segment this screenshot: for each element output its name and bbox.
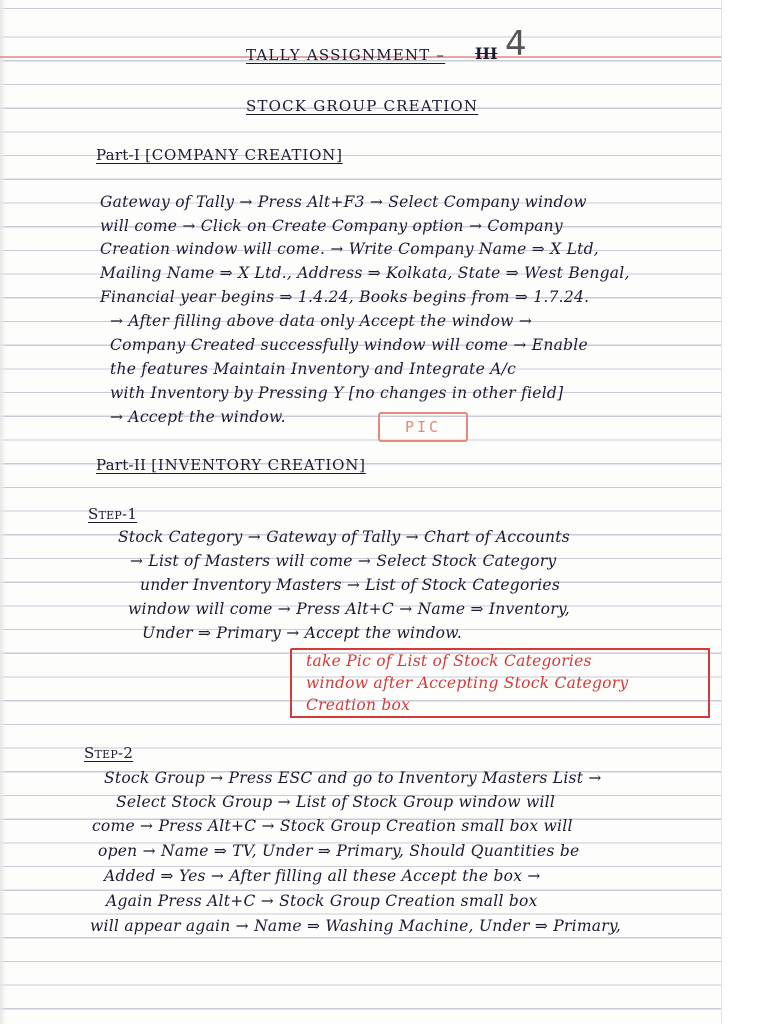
part1-label: Part-I (96, 146, 141, 164)
red-note-line: Creation box (306, 696, 411, 714)
part1-bracket: [COMPANY CREATION] (145, 146, 343, 164)
assignment-roman-numeral: III (475, 44, 498, 63)
step2-line: Added ⇒ Yes → After filling all these Accept the box → (104, 867, 541, 885)
part1-heading (96, 145, 343, 165)
part1-line: the features Maintain Inventory and Integrate A/c (110, 360, 517, 378)
step2-line: open → Name ⇒ TV, Under ⇒ Primary, Should Quantities be (98, 842, 580, 860)
part2-label: Part-II (96, 456, 147, 474)
step2-label: Step-2 (84, 744, 134, 762)
step1-line: Stock Category → Gateway of Tally → Chart of Accounts (118, 528, 570, 546)
part1-line: → After filling above data only Accept the window → (110, 312, 533, 330)
part1-line: will come → Click on Create Company option → Company (100, 217, 563, 235)
part1-line: Company Created successfully window will come → Enable (110, 336, 588, 354)
page-number: 4 (505, 24, 527, 64)
part1-line: with Inventory by Pressing Y [no changes in other field] (110, 384, 564, 402)
red-note-line: take Pic of List of Stock Categories (306, 652, 592, 670)
red-note-line: window after Accepting Stock Category (306, 674, 629, 692)
part2-bracket: [INVENTORY CREATION] (151, 456, 366, 474)
part1-line: Creation window will come. → Write Company Name ⇒ X Ltd, (100, 240, 599, 258)
step2-line: come → Press Alt+C → Stock Group Creation small box will (92, 817, 573, 835)
part2-heading (96, 455, 366, 475)
step1-line: Under ⇒ Primary → Accept the window. (142, 624, 463, 642)
page-edge (721, 0, 768, 1024)
step2-line: will appear again → Name ⇒ Washing Machine, Under ⇒ Primary, (90, 917, 622, 935)
step2-line: Again Press Alt+C → Stock Group Creation small box (106, 892, 538, 910)
step1-line: under Inventory Masters → List of Stock Categories (140, 576, 561, 594)
step1-line: → List of Masters will come → Select Stock Category (130, 552, 557, 570)
part1-line: → Accept the window. (110, 408, 286, 426)
step2-line: Select Stock Group → List of Stock Group window will (116, 793, 556, 811)
part1-line: Gateway of Tally → Press Alt+F3 → Select Company window (100, 193, 587, 211)
step1-label: Step-1 (88, 505, 138, 523)
assignment-title: TALLY ASSIGNMENT – (246, 46, 446, 64)
pic-note: PIC (378, 412, 468, 442)
part1-line: Financial year begins ⇒ 1.4.24, Books begins from ⇒ 1.7.24. (100, 288, 590, 306)
page-shadow (0, 0, 6, 1024)
step1-line: window will come → Press Alt+C → Name ⇒ Inventory, (128, 600, 570, 618)
part1-line: Mailing Name ⇒ X Ltd., Address ⇒ Kolkata, State ⇒ West Bengal, (100, 264, 630, 282)
step2-line: Stock Group → Press ESC and go to Inventory Masters List → (104, 769, 602, 787)
page-subtitle: STOCK GROUP CREATION (246, 97, 479, 115)
